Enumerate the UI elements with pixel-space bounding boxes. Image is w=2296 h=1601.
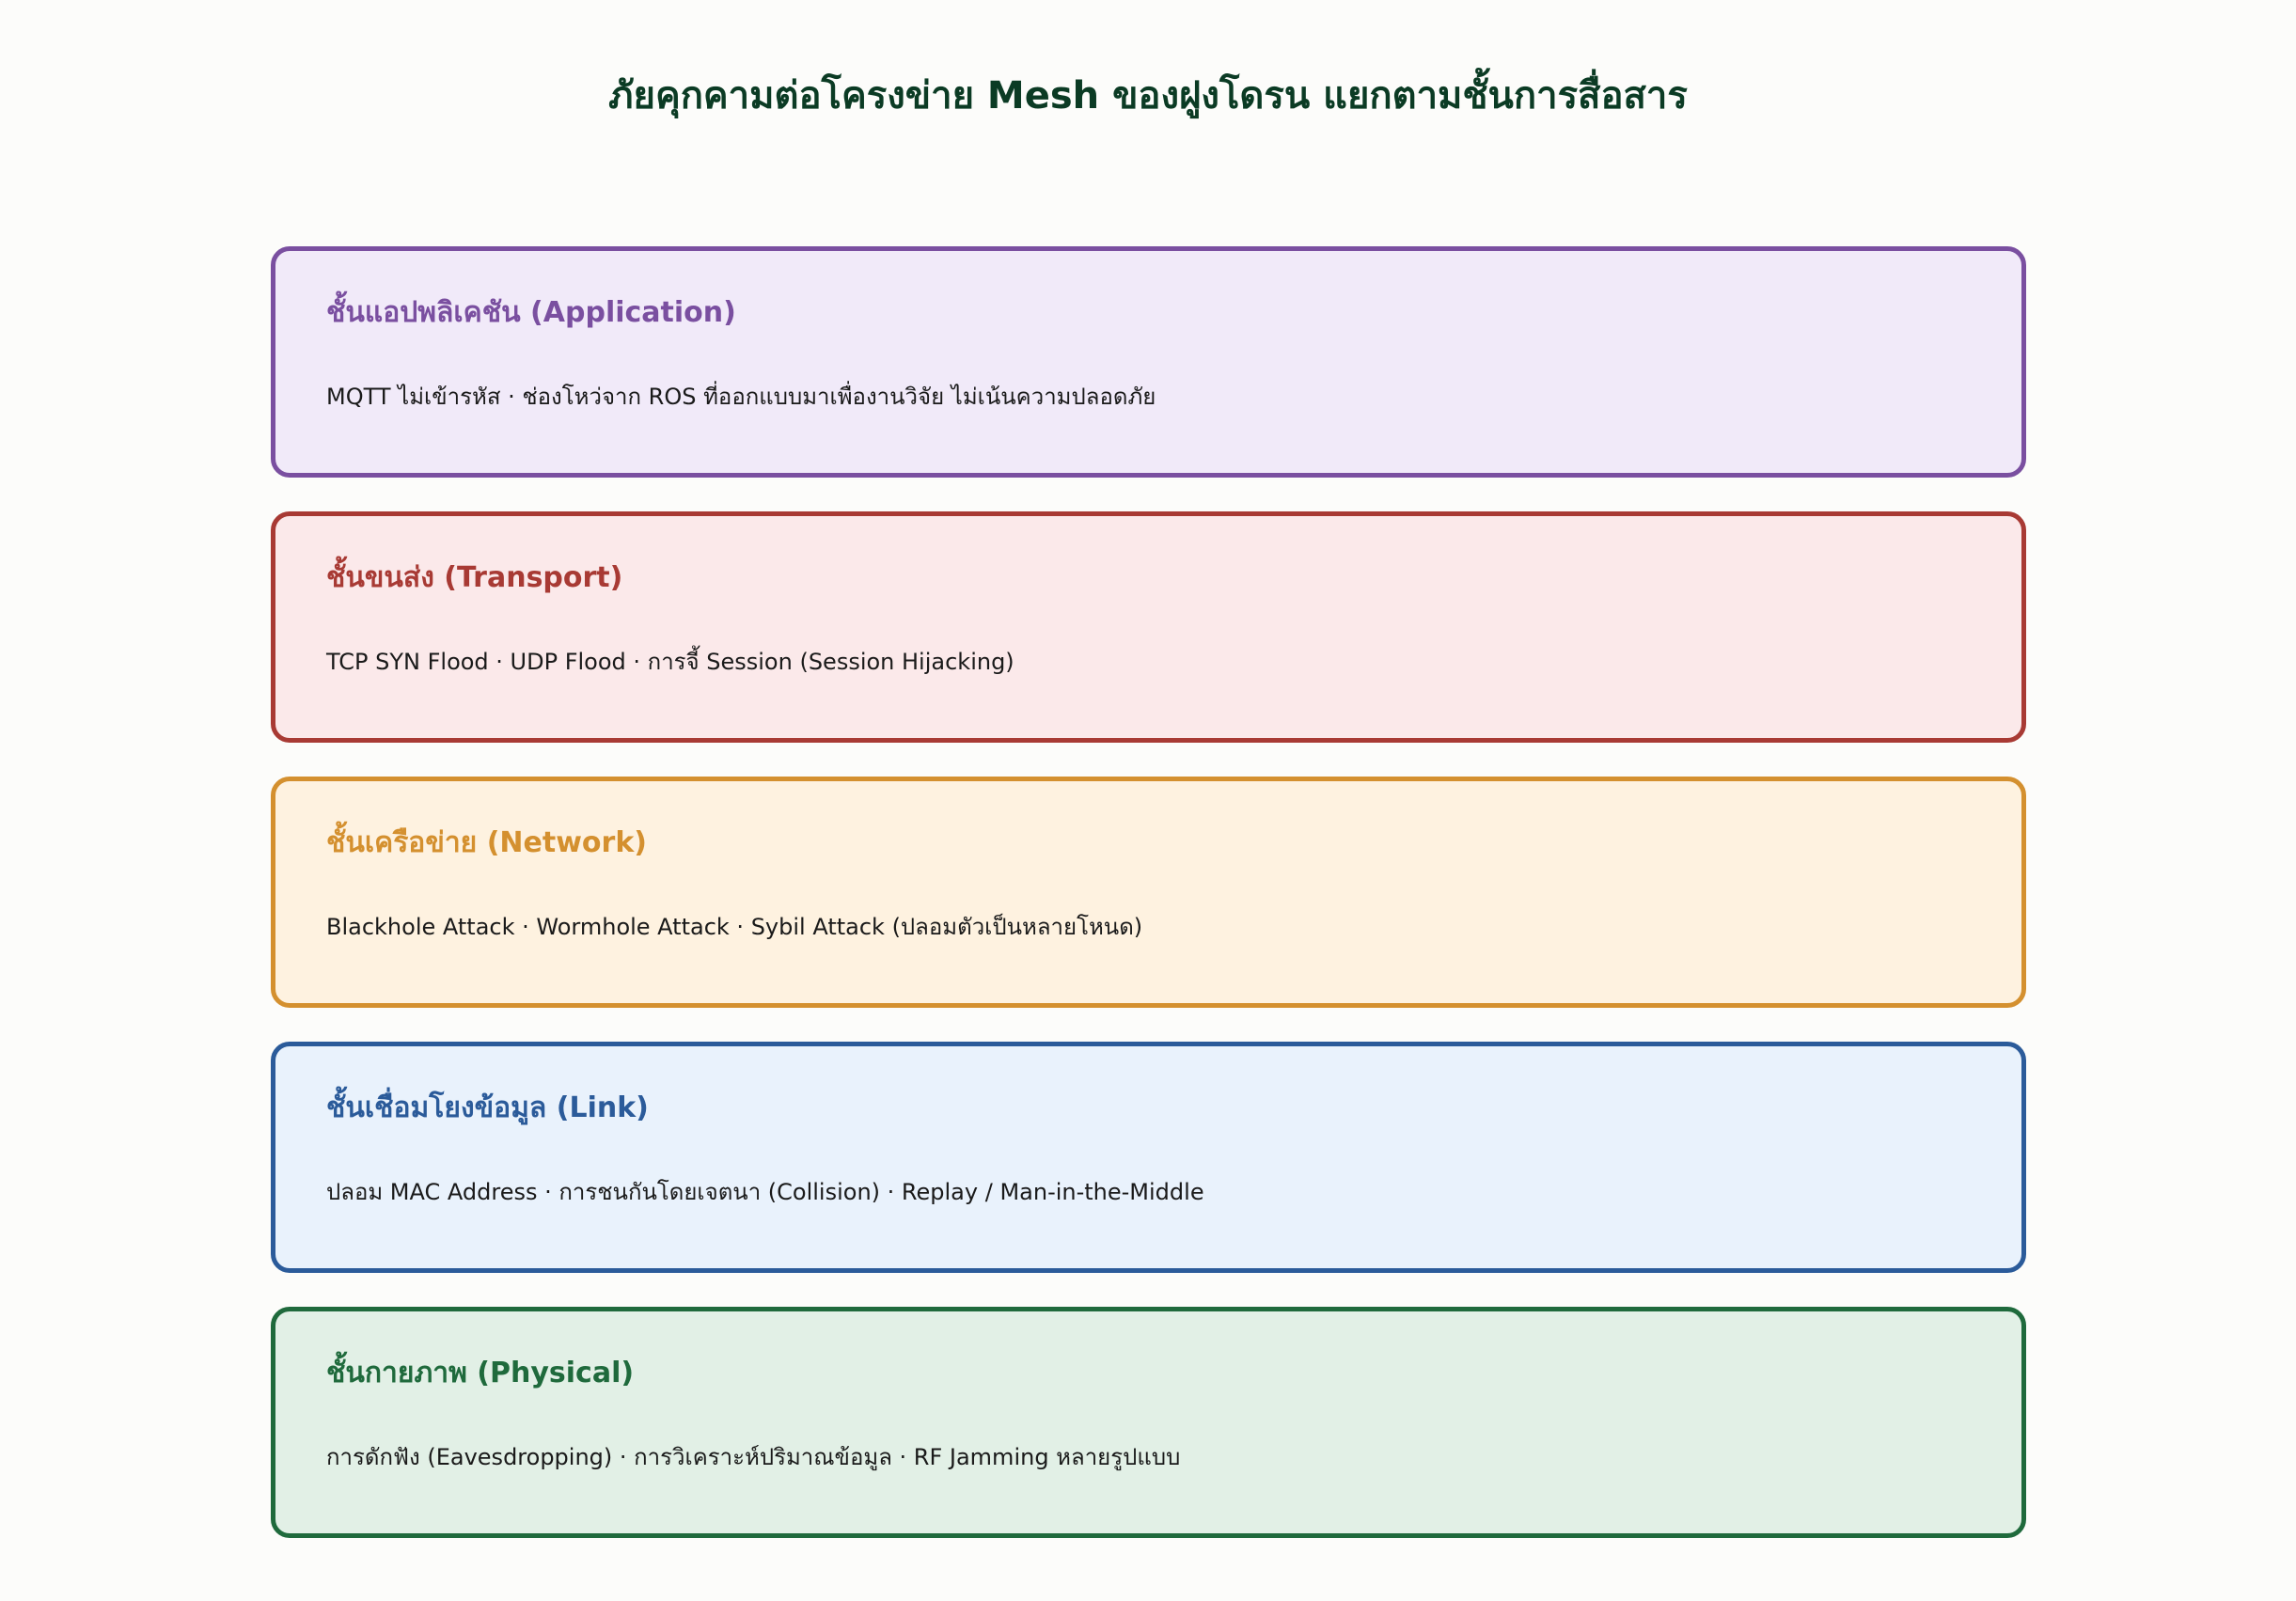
layer-threats: Blackhole Attack · Wormhole Attack · Sybil Attack (ปลอมตัวเป็นหลายโหนด) xyxy=(326,914,1143,940)
layer-title: ชั้นขนส่ง (Transport) xyxy=(326,561,623,594)
layer-link xyxy=(271,1042,2026,1273)
layer-title: ชั้นเครือข่าย (Network) xyxy=(326,826,647,859)
layer-title: ชั้นกายภาพ (Physical) xyxy=(326,1357,635,1389)
layer-application xyxy=(271,246,2026,478)
layer-physical xyxy=(271,1307,2026,1538)
layer-threats: การดักฟัง (Eavesdropping) · การวิเคราะห์ปริมาณข้อมูล · RF Jamming หลายรูปแบบ xyxy=(326,1444,1181,1470)
diagram-title: ภัยคุกคามต่อโครงข่าย Mesh ของฝูงโดรน แยกตามชั้นการสื่อสาร xyxy=(608,74,1688,118)
layer-threats: ปลอม MAC Address · การชนกันโดยเจตนา (Collision) · Replay / Man-in-the-Middle xyxy=(326,1179,1204,1205)
layer-title: ชั้นแอปพลิเคชัน (Application) xyxy=(326,296,736,329)
layer-network xyxy=(271,777,2026,1008)
layer-stack xyxy=(271,246,2026,1572)
layer-title: ชั้นเชื่อมโยงข้อมูล (Link) xyxy=(326,1091,649,1124)
layer-threats: TCP SYN Flood · UDP Flood · การจี้ Session (Session Hijacking) xyxy=(326,649,1014,675)
layer-threats: MQTT ไม่เข้ารหัส · ช่องโหว่จาก ROS ที่ออกแบบมาเพื่องานวิจัย ไม่เน้นความปลอดภัย xyxy=(326,384,1156,410)
layer-transport xyxy=(271,511,2026,743)
